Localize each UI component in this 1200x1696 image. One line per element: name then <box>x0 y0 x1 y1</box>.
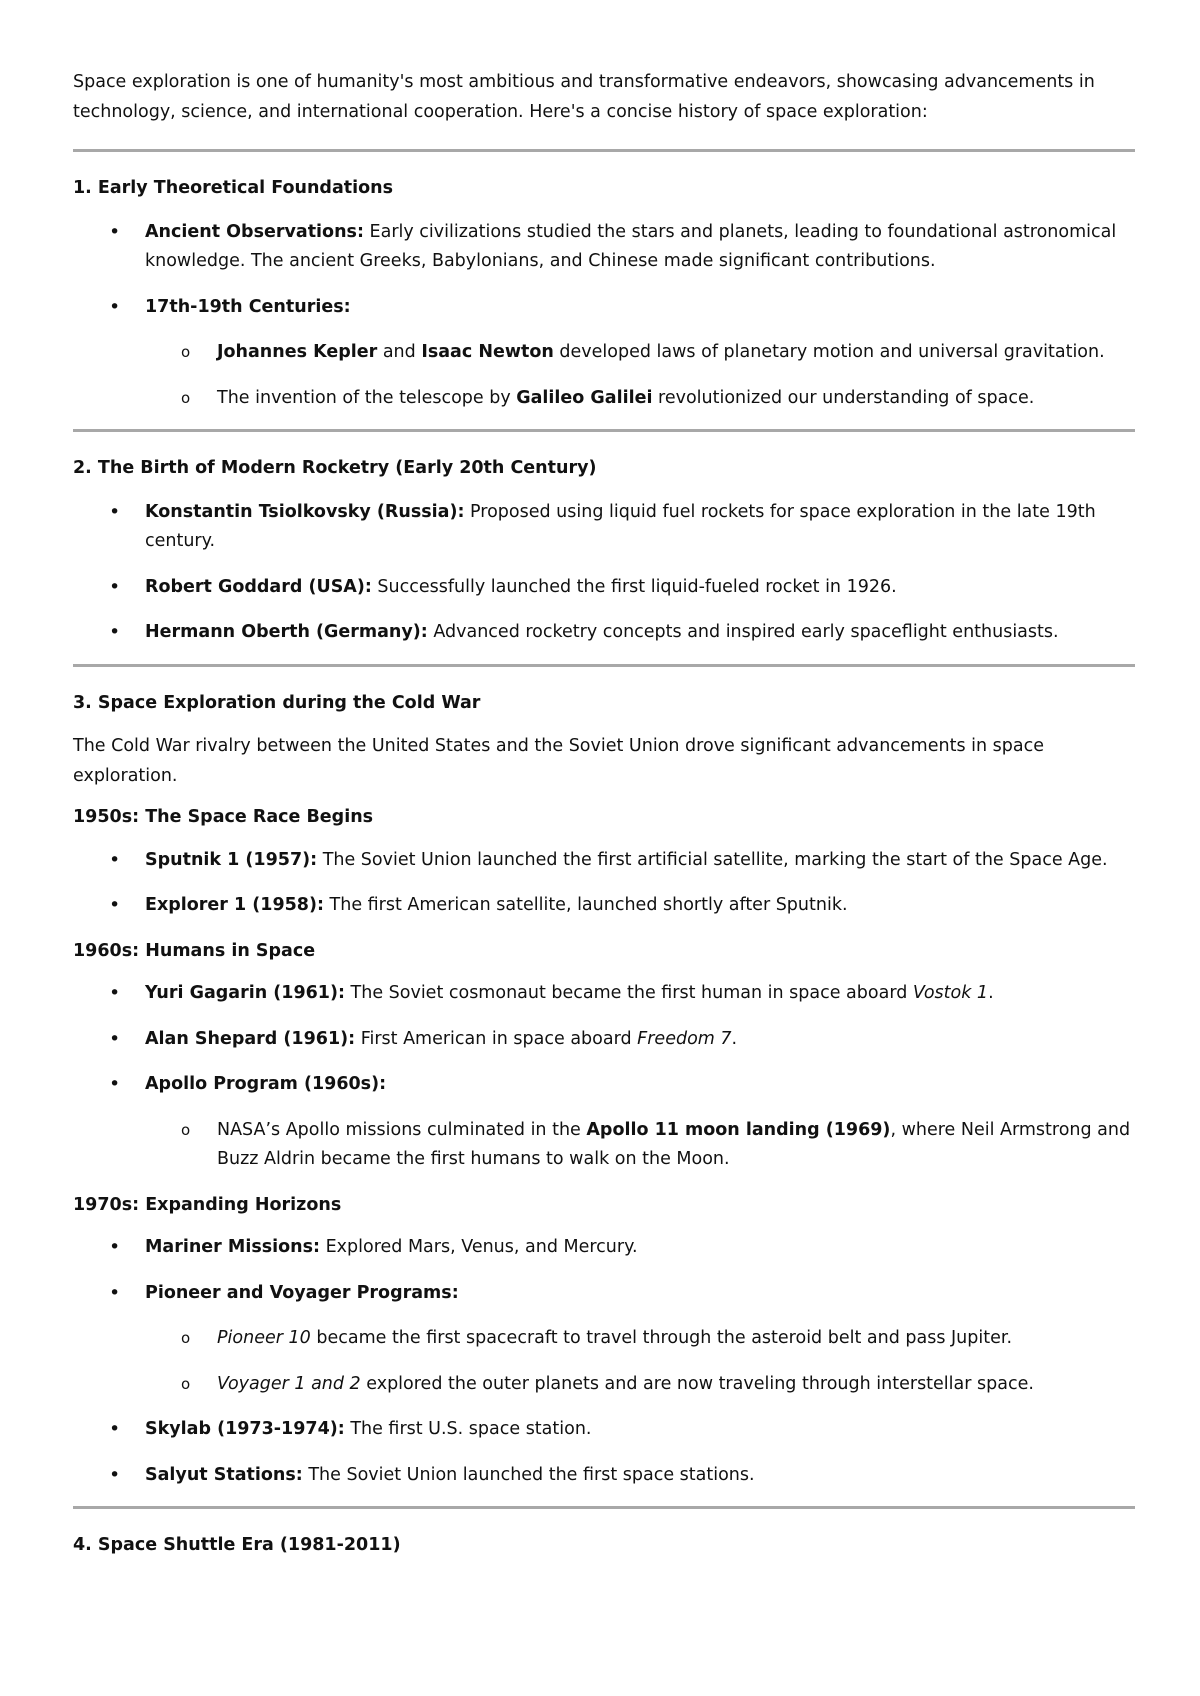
list-item <box>73 218 1135 277</box>
list-item <box>73 573 1135 603</box>
text-run: became the first spacecraft to travel through the asteroid belt and pass Jupiter. <box>310 1328 1013 1348</box>
bold-text: Sputnik 1 (1957): <box>145 849 318 870</box>
text-run: explored the outer planets and are now traveling through interstellar space. <box>360 1373 1034 1394</box>
bold-text: Robert Goddard (USA): <box>145 576 372 597</box>
text-run: The Soviet cosmonaut became the first human in space aboard <box>344 983 913 1003</box>
text-run: The first U.S. space station. <box>344 1419 592 1439</box>
sub-list <box>145 1324 1135 1399</box>
list-item <box>73 1070 1135 1175</box>
bullet-list <box>73 979 1135 1175</box>
bold-text: Johannes Kepler <box>217 342 378 362</box>
text-run: The Soviet Union launched the first artificial satellite, marking the start of the Space Age. <box>317 849 1108 870</box>
bold-text: Explorer 1 (1958): <box>145 895 324 915</box>
section-heading: 4. Space Shuttle Era (1981-2011) <box>73 1535 401 1555</box>
sub-list <box>145 1116 1135 1175</box>
list-item <box>73 1025 1135 1055</box>
section-divider <box>73 429 1135 432</box>
sub-list-item <box>145 1324 1135 1354</box>
section <box>73 1531 1135 1561</box>
bold-text: Isaac Newton <box>421 342 554 362</box>
bold-text: Yuri Gagarin (1961): <box>145 983 345 1003</box>
bold-text: Skylab (1973-1974): <box>145 1419 345 1439</box>
sub-list-item <box>145 1116 1135 1175</box>
bullet-list <box>73 846 1135 921</box>
list-item <box>73 891 1135 921</box>
sub-list <box>145 338 1135 413</box>
subheading: 1950s: The Space Race Begins <box>73 807 374 827</box>
intro-paragraph: Space exploration is one of humanity's most ambitious and transformative endeavors, showcasing advancements in technology, science, and international cooperation. Here's a concise history of space exploration: <box>73 72 1095 122</box>
sub-list-item <box>145 384 1135 414</box>
text-run: Proposed using liquid fuel rockets for space exploration in the late 19th century. <box>145 501 1096 551</box>
list-item <box>73 846 1135 876</box>
bold-text: Ancient Observations: <box>145 221 364 242</box>
text-run: Advanced rocketry concepts and inspired early spaceflight enthusiasts. <box>427 622 1059 642</box>
section-heading: 1. Early Theoretical Foundations <box>73 178 394 198</box>
bullet-list <box>73 1233 1135 1490</box>
bold-text: Apollo Program (1960s): <box>145 1074 387 1094</box>
list-item <box>73 1279 1135 1400</box>
text-run: First American in space aboard <box>355 1028 638 1049</box>
text-run: , where Neil Armstrong and Buzz Aldrin became the first humans to walk on the Moon. <box>217 1119 1131 1169</box>
bullet-list <box>73 498 1135 648</box>
italic-text: Freedom 7 <box>637 1028 732 1049</box>
bold-text: Hermann Oberth (Germany): <box>145 622 428 642</box>
body-paragraph: The Cold War rivalry between the United States and the Soviet Union drove significant advancements in space exploration. <box>73 736 1044 786</box>
bold-text: Galileo Galilei <box>516 387 653 408</box>
text-run: The first American satellite, launched shortly after Sputnik. <box>323 895 848 915</box>
section <box>73 174 1135 413</box>
text-run: and <box>377 342 422 362</box>
subheading: 1970s: Expanding Horizons <box>73 1194 342 1215</box>
bullet-list <box>73 218 1135 414</box>
bold-text: Salyut Stations: <box>145 1464 303 1485</box>
bold-text: 17th-19th Centuries: <box>145 296 351 317</box>
section-divider <box>73 149 1135 152</box>
bold-text: Pioneer and Voyager Programs: <box>145 1282 459 1303</box>
bold-text: Alan Shepard (1961): <box>145 1028 356 1049</box>
document-page <box>73 68 1135 1575</box>
bold-text: Apollo 11 moon landing (1969) <box>586 1119 891 1140</box>
section <box>73 454 1135 648</box>
list-item <box>73 618 1135 648</box>
italic-text: Pioneer 10 <box>217 1328 311 1348</box>
section <box>73 689 1135 1491</box>
bold-text: Mariner Missions: <box>145 1237 321 1257</box>
sections-container <box>73 149 1135 1561</box>
section-divider <box>73 1506 1135 1509</box>
text-run: NASA’s Apollo missions culminated in the <box>217 1119 587 1140</box>
bold-text: Konstantin Tsiolkovsky (Russia): <box>145 501 465 522</box>
text-run: The invention of the telescope by <box>217 387 517 408</box>
section-heading: 3. Space Exploration during the Cold War <box>73 692 481 713</box>
list-item <box>73 293 1135 414</box>
text-run: Successfully launched the first liquid-fueled rocket in 1926. <box>371 576 897 597</box>
text-run: . <box>988 983 994 1003</box>
list-item <box>73 1415 1135 1445</box>
italic-text: Voyager 1 and 2 <box>217 1373 361 1394</box>
section-divider <box>73 664 1135 667</box>
list-item <box>73 498 1135 557</box>
text-run: The Soviet Union launched the first space stations. <box>302 1464 755 1485</box>
list-item <box>73 1461 1135 1491</box>
sub-list-item <box>145 1370 1135 1400</box>
sub-list-item <box>145 338 1135 368</box>
text-run: revolutionized our understanding of space. <box>652 387 1035 408</box>
text-run: Early civilizations studied the stars and planets, leading to foundational astronomical knowledge. The ancient Greeks, Babylonians, and Chinese made significant contributions. <box>145 221 1117 271</box>
italic-text: Vostok 1 <box>912 983 989 1003</box>
text-run: developed laws of planetary motion and universal gravitation. <box>553 342 1105 362</box>
list-item <box>73 979 1135 1009</box>
text-run: Explored Mars, Venus, and Mercury. <box>320 1237 638 1257</box>
text-run: . <box>731 1028 738 1049</box>
section-heading: 2. The Birth of Modern Rocketry (Early 20th Century) <box>73 458 597 478</box>
subheading: 1960s: Humans in Space <box>73 940 316 961</box>
list-item <box>73 1233 1135 1263</box>
